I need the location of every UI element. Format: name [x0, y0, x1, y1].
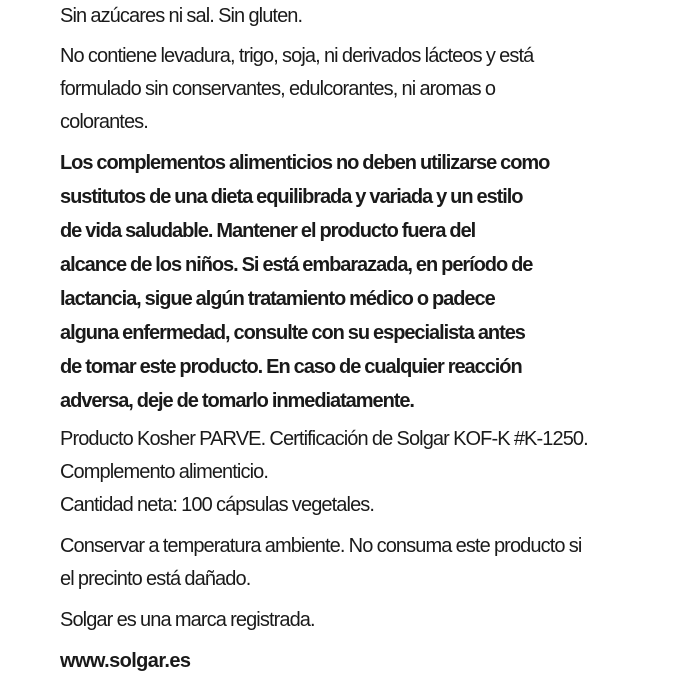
- text-line: No contiene levadura, trigo, soja, ni derivados lácteos y está: [60, 45, 534, 67]
- text-line: de tomar este producto. En caso de cualquier reacción: [60, 356, 522, 378]
- text-line: alcance de los niños. Si está embarazada, en período de: [60, 254, 533, 276]
- text-line: colorantes.: [60, 111, 148, 133]
- text-line: Cantidad neta: 100 cápsulas vegetales.: [60, 494, 375, 516]
- gluten-free-statement: [60, 0, 302, 33]
- trademark-notice: [60, 604, 315, 637]
- text-line: de vida saludable. Mantener el producto fuera del: [60, 220, 476, 242]
- storage-instructions: [60, 530, 581, 596]
- website-url[interactable]: www.solgar.es: [60, 650, 191, 672]
- text-line: alguna enfermedad, consulte con su especialista antes: [60, 322, 525, 344]
- text-line: Complemento alimenticio.: [60, 461, 268, 483]
- text-line: formulado sin conservantes, edulcorantes, ni aromas o: [60, 78, 496, 100]
- product-certification: [60, 423, 588, 522]
- text-line: sustitutos de una dieta equilibrada y variada y un estilo: [60, 186, 523, 208]
- text-line: lactancia, sigue algún tratamiento médico o padece: [60, 288, 495, 310]
- text-line: Conservar a temperatura ambiente. No consuma este producto si: [60, 535, 582, 557]
- safety-warning: [60, 146, 549, 418]
- text-line: Solgar es una marca registrada.: [60, 609, 315, 631]
- text-line: adversa, deje de tomarlo inmediatamente.: [60, 390, 414, 412]
- text-line: Producto Kosher PARVE. Certificación de Solgar KOF-K #K-1250.: [60, 428, 588, 450]
- text-line: Los complementos alimenticios no deben utilizarse como: [60, 152, 550, 174]
- label-text-panel: [60, 0, 660, 681]
- text-line: el precinto está dañado.: [60, 568, 251, 590]
- text-line: Sin azúcares ni sal. Sin gluten.: [60, 5, 303, 27]
- website-link[interactable]: [60, 645, 190, 678]
- ingredients-free-statement: [60, 40, 533, 139]
